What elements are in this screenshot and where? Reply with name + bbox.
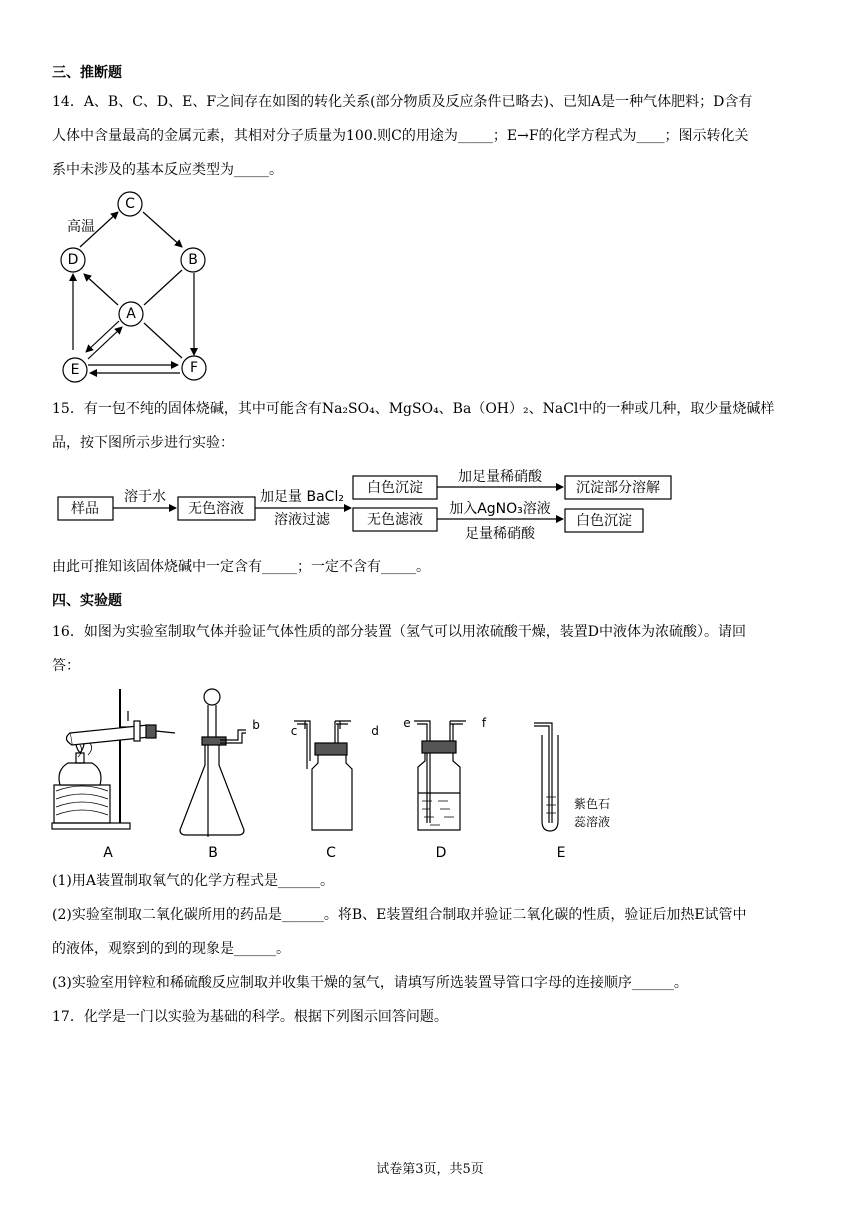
apparatus-e bbox=[534, 723, 558, 831]
port-c: c bbox=[290, 724, 298, 738]
port-e: e bbox=[403, 716, 411, 730]
flow-step3: 加足量稀硝酸 bbox=[458, 469, 542, 485]
flow-step4-top: 加入AgNO₃溶液 bbox=[449, 501, 551, 517]
node-b-label: B bbox=[188, 252, 198, 268]
litmus-label-1: 紫色石 bbox=[573, 797, 611, 811]
flow-partial-dissolve: 沉淀部分溶解 bbox=[576, 480, 660, 496]
flow-step2-bottom: 溶液过滤 bbox=[274, 512, 330, 528]
label-high-temp: 高温 bbox=[67, 219, 95, 235]
q14-line-1: 14．A、B、C、D、E、F之间存在如图的转化关系(部分物质及反应条件已略去)、已知A是一种气体肥料；D含有 bbox=[52, 94, 753, 110]
node-e-label: E bbox=[70, 362, 80, 378]
q14-line-2: 人体中含量最高的金属元素，其相对分子质量为100.则C的用途为_____；E→F的化学方程式为____；图示转化关 bbox=[52, 128, 749, 144]
flow-colorless-solution: 无色溶液 bbox=[188, 501, 244, 517]
q16-sub-1: (1)用A装置制取氧气的化学方程式是______。 bbox=[52, 873, 334, 889]
flow-colorless-filtrate: 无色滤液 bbox=[367, 512, 423, 528]
node-d-label: D bbox=[67, 252, 79, 268]
q15-line-1: 15．有一包不纯的固体烧碱，其中可能含有Na₂SO₄、MgSO₄、Ba（OH）₂、NaCl中的一种或几种，取少量烧碱样 bbox=[52, 401, 775, 417]
apparatus-a bbox=[52, 689, 175, 829]
flow-step2-top: 加足量 BaCl₂ bbox=[260, 489, 344, 505]
apparatus-c bbox=[294, 721, 352, 830]
q14-line-3: 系中未涉及的基本反应类型为_____。 bbox=[52, 162, 283, 178]
node-c-label: C bbox=[125, 196, 135, 212]
label-a: A bbox=[103, 845, 113, 861]
litmus-label-2: 蕊溶液 bbox=[573, 815, 611, 829]
port-f: f bbox=[481, 716, 487, 730]
section-title-3: 三、推断题 bbox=[52, 65, 122, 81]
q16-line-1: 16．如图为实验室制取气体并验证气体性质的部分装置（氢气可以用浓硫酸干燥，装置D中液体为浓硫酸）。请回 bbox=[52, 624, 747, 640]
label-e: E bbox=[556, 845, 566, 861]
label-d: D bbox=[435, 845, 447, 861]
q16-line-2: 答： bbox=[52, 658, 80, 674]
flow-sample: 样品 bbox=[71, 501, 99, 517]
page-footer: 试卷第3页，共5页 bbox=[376, 1162, 484, 1177]
section-title-4: 四、实验题 bbox=[52, 593, 122, 609]
q16-sub-2b: 的液体，观察到的到的现象是______。 bbox=[52, 941, 290, 957]
label-c: C bbox=[326, 845, 336, 861]
q16-sub-2a: (2)实验室制取二氧化碳所用的药品是______。将B、E装置组合制取并验证二氧化碳的性质，验证后加热E试管中 bbox=[52, 907, 747, 923]
port-b: b bbox=[252, 718, 260, 732]
q15-conclusion: 由此可推知该固体烧碱中一定含有_____；一定不含有_____。 bbox=[52, 559, 430, 575]
node-a-label: A bbox=[126, 306, 136, 322]
flow-white-precipitate-2: 白色沉淀 bbox=[576, 513, 632, 529]
q15-flow-diagram bbox=[55, 465, 685, 550]
node-f-label: F bbox=[189, 360, 199, 376]
flow-step4-bottom: 足量稀硝酸 bbox=[465, 526, 535, 542]
q17-line-1: 17．化学是一门以实验为基础的科学。根据下列图示回答问题。 bbox=[52, 1009, 448, 1025]
flow-white-precipitate: 白色沉淀 bbox=[367, 480, 423, 496]
port-d: d bbox=[371, 724, 379, 738]
label-b: B bbox=[208, 845, 218, 861]
apparatus-b bbox=[180, 689, 246, 837]
q15-line-2: 品，按下图所示步进行实验： bbox=[52, 435, 234, 451]
q16-apparatus-figure bbox=[50, 685, 650, 865]
apparatus-d bbox=[414, 721, 466, 830]
q14-transformation-diagram bbox=[50, 190, 220, 390]
q16-sub-3: (3)实验室用锌粒和稀硫酸反应制取并收集干燥的氢气，请填写所选装置导管口字母的连接顺序______。 bbox=[52, 975, 688, 991]
flow-step1: 溶于水 bbox=[124, 489, 166, 505]
